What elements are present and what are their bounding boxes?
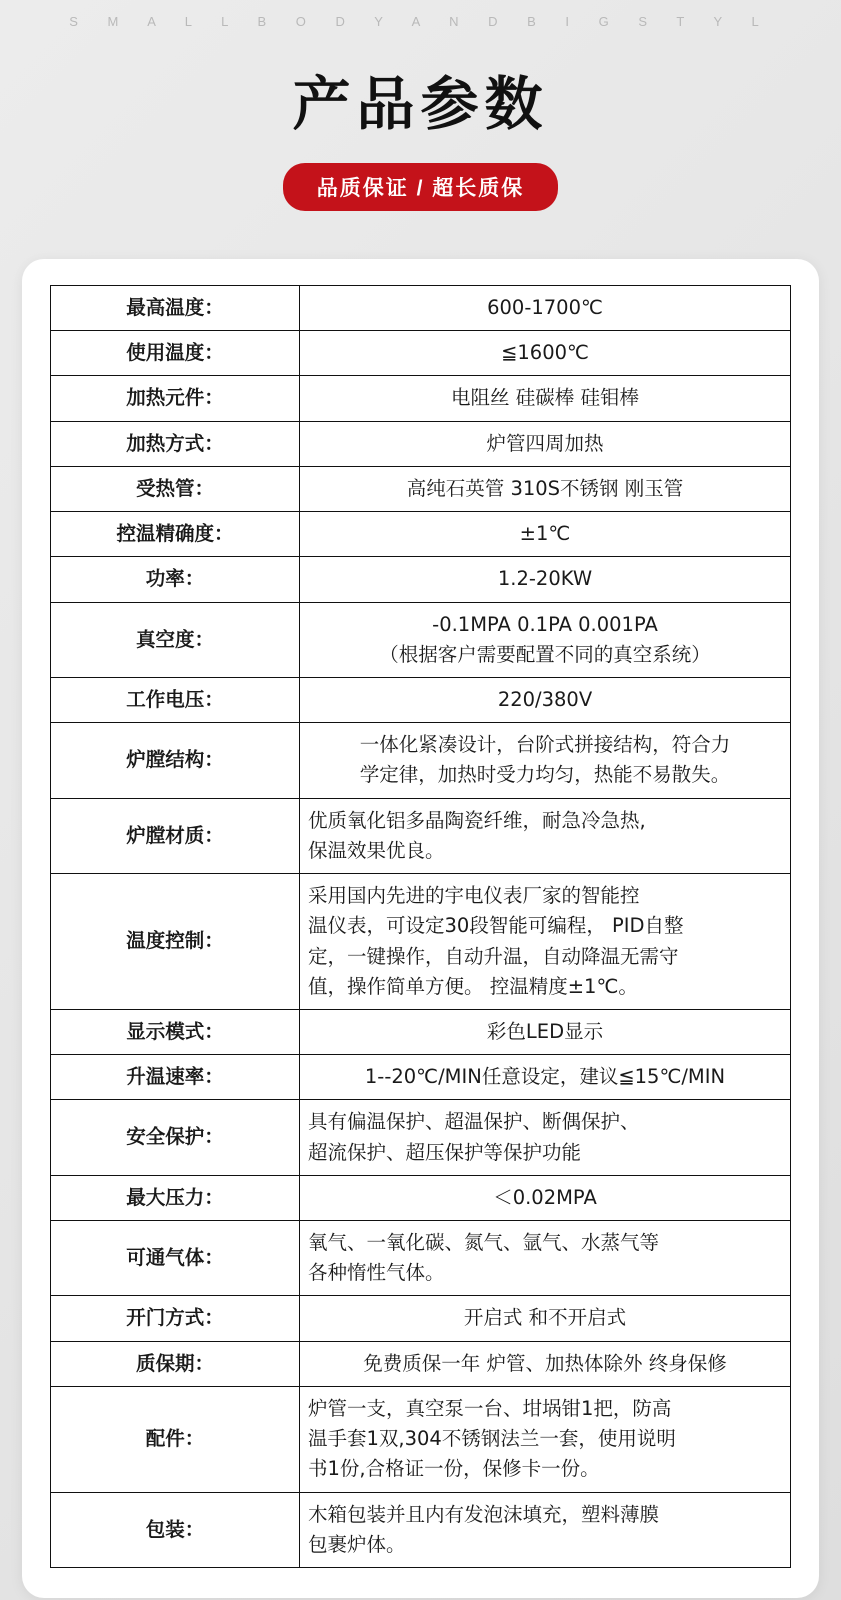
table-row [51, 1100, 791, 1175]
spec-value-line: 免费质保一年 炉管、加热体除外 终身保修 [363, 1351, 727, 1375]
table-row [51, 1341, 791, 1386]
spec-value-line: 1.2-20KW [497, 567, 593, 591]
spec-value-line: 值，操作简单方便。 控温精度±1℃。 [308, 974, 638, 998]
spec-label: 最高温度： [51, 286, 300, 331]
spec-value-line: 木箱包装并且内有发泡沫填充，塑料薄膜 [308, 1502, 660, 1526]
watermark-strip: S M A L L B O D Y A N D B I G S T Y L [69, 14, 772, 29]
spec-value-line: 高纯石英管 310S不锈钢 刚玉管 [406, 476, 684, 500]
spec-value-line: 彩色LED显示 [486, 1019, 604, 1043]
spec-label: 使用温度： [51, 331, 300, 376]
spec-value [300, 1055, 791, 1100]
spec-label: 安全保护： [51, 1100, 300, 1175]
spec-value-line: 包裹炉体。 [308, 1532, 406, 1556]
spec-table [50, 285, 791, 1568]
spec-value-line: 炉管一支，真空泵一台、坩埚钳1把，防高 [308, 1396, 672, 1420]
spec-value-line: 具有偏温保护、超温保护、断偶保护、 [308, 1110, 640, 1134]
quality-badge: 品质保证 / 超长质保 [283, 163, 559, 211]
spec-label: 受热管： [51, 466, 300, 511]
spec-table-body [51, 286, 791, 1568]
table-row [51, 677, 791, 722]
spec-label: 开门方式： [51, 1296, 300, 1341]
spec-value-line: 优质氧化铝多晶陶瓷纤维，耐急冷急热, [308, 808, 646, 832]
spec-value-line: 1--20℃/MIN任意设定，建议≦15℃/MIN [364, 1065, 726, 1089]
spec-label: 升温速率： [51, 1055, 300, 1100]
spec-value [300, 874, 791, 1010]
spec-label: 质保期： [51, 1341, 300, 1386]
table-row [51, 798, 791, 873]
spec-value [300, 1175, 791, 1220]
spec-value-line: 开启式 和不开启式 [463, 1306, 627, 1330]
spec-label: 包装： [51, 1492, 300, 1567]
spec-value [300, 723, 791, 798]
spec-value [300, 1341, 791, 1386]
spec-label: 配件： [51, 1386, 300, 1492]
spec-value [300, 376, 791, 421]
spec-value-line: 书1份,合格证一份，保修卡一份。 [308, 1457, 600, 1481]
spec-label: 温度控制： [51, 874, 300, 1010]
spec-card [22, 259, 819, 1598]
table-row [51, 512, 791, 557]
spec-value [300, 286, 791, 331]
table-row [51, 1492, 791, 1567]
spec-value-line: 采用国内先进的宇电仪表厂家的智能控 [308, 884, 640, 908]
spec-value [300, 1296, 791, 1341]
spec-label: 工作电压： [51, 677, 300, 722]
spec-label: 可通气体： [51, 1221, 300, 1296]
table-row [51, 1055, 791, 1100]
spec-value-line: 温手套1双,304不锈钢法兰一套，使用说明 [308, 1427, 676, 1451]
spec-label: 显示模式： [51, 1009, 300, 1054]
spec-value [300, 421, 791, 466]
spec-value-line: 220/380V [497, 687, 593, 711]
spec-label: 炉膛结构： [51, 723, 300, 798]
spec-value [300, 677, 791, 722]
spec-value [300, 1386, 791, 1492]
spec-value-line: 600-1700℃ [487, 296, 603, 319]
spec-value-line: 保温效果优良。 [308, 838, 445, 862]
spec-label: 炉膛材质： [51, 798, 300, 873]
spec-value [300, 602, 791, 677]
spec-value [300, 1492, 791, 1567]
spec-value-line: 一体化紧凑设计，台阶式拼接结构，符合力 [359, 733, 731, 757]
spec-value-line: 超流保护、超压保护等保护功能 [308, 1140, 582, 1164]
spec-value-line: ±1℃ [519, 522, 571, 546]
table-row [51, 421, 791, 466]
spec-value-line: （根据客户需要配置不同的真空系统） [379, 642, 711, 666]
spec-label: 最大压力： [51, 1175, 300, 1220]
table-row [51, 376, 791, 421]
table-row [51, 286, 791, 331]
spec-value-line: 炉管四周加热 [486, 431, 604, 455]
spec-value [300, 466, 791, 511]
spec-value [300, 331, 791, 376]
spec-value [300, 557, 791, 602]
table-row [51, 874, 791, 1010]
table-row [51, 1296, 791, 1341]
badge-container [0, 163, 841, 211]
spec-value [300, 1221, 791, 1296]
spec-value [300, 1100, 791, 1175]
spec-value-line: ≦1600℃ [501, 341, 589, 365]
spec-value [300, 1009, 791, 1054]
spec-value-line: ＜0.02MPA [493, 1185, 597, 1209]
table-row [51, 1009, 791, 1054]
spec-label: 真空度： [51, 602, 300, 677]
table-row [51, 466, 791, 511]
table-row [51, 331, 791, 376]
table-row [51, 557, 791, 602]
table-row [51, 1221, 791, 1296]
spec-label: 加热方式： [51, 421, 300, 466]
page-title: 产品参数 [292, 70, 549, 138]
spec-label: 控温精确度： [51, 512, 300, 557]
spec-value [300, 512, 791, 557]
spec-value-line: 氧气、一氧化碳、氮气、氩气、水蒸气等 [308, 1231, 660, 1255]
spec-value-line: 温仪表，可设定30段智能可编程， PID自整 [308, 914, 684, 938]
spec-value-line: 定，一键操作，自动升温，自动降温无需守 [308, 944, 679, 968]
spec-value-line: -0.1MPA 0.1PA 0.001PA [432, 612, 658, 636]
spec-label: 功率： [51, 557, 300, 602]
spec-value-line: 学定律，加热时受力均匀，热能不易散失。 [359, 763, 731, 787]
spec-label: 加热元件： [51, 376, 300, 421]
table-row [51, 1386, 791, 1492]
spec-value-line: 电阻丝 硅碳棒 硅钼棒 [451, 386, 639, 410]
spec-value-line: 各种惰性气体。 [308, 1261, 445, 1285]
table-row [51, 723, 791, 798]
spec-value [300, 798, 791, 873]
table-row [51, 602, 791, 677]
table-row [51, 1175, 791, 1220]
